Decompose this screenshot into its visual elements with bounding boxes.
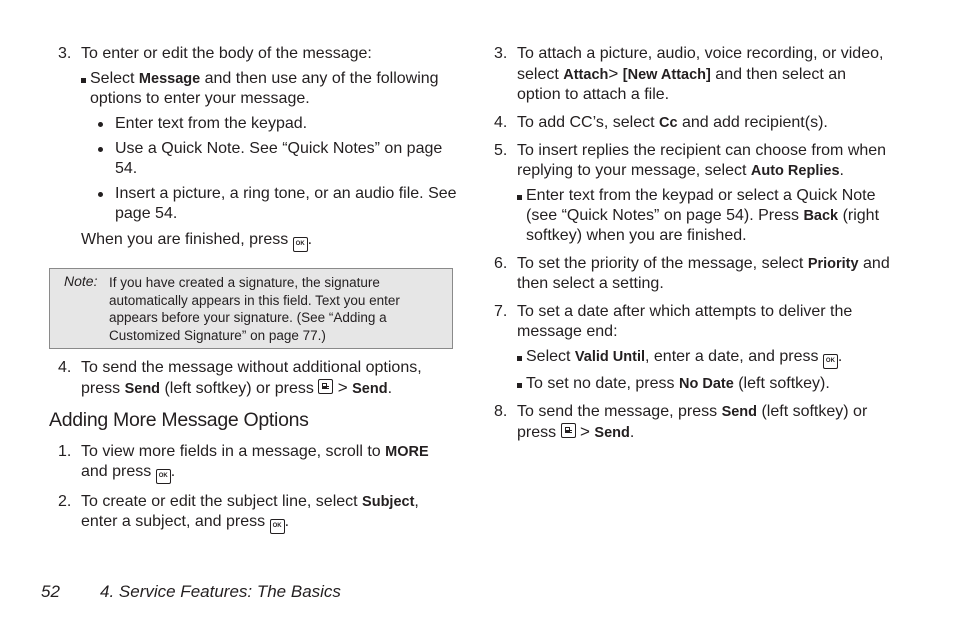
finish-line: When you are finished, press OK . bbox=[81, 230, 458, 252]
step-6-priority: 6. To set the priority of the message, select Priority and then select a setting. bbox=[494, 255, 890, 292]
step-4-send: 4. To send the message without additional options, press Send (left softkey) or press > Send. bbox=[58, 359, 422, 397]
menu-term-send: Send bbox=[352, 381, 388, 397]
step-number: 3. bbox=[58, 45, 72, 62]
step-number: 2. bbox=[58, 493, 72, 510]
step-7-valid-until: 7. To set a date after which attempts to deliver the message end: Select Valid Until, enter a date, and press OK . To set no date, press No Date (left softkey). bbox=[494, 302, 894, 394]
menu-term-new-attach: [New Attach] bbox=[622, 67, 711, 83]
step-8-send: 8. To send the message, press Send (left softkey) or press > Send. bbox=[494, 403, 868, 441]
step-5-auto-replies: 5. To insert replies the recipient can choose from when replying to your message, select Auto Replies. Enter text from the keypad or select a Quick Note (see “Quick Notes” on page 54). Press Back (right softkey) when you are finished. bbox=[494, 141, 894, 246]
step-number: 4. bbox=[494, 114, 508, 131]
right-column bbox=[494, 44, 894, 451]
chevron-right-icon: > bbox=[608, 64, 619, 83]
menu-key-icon bbox=[318, 379, 333, 394]
section-heading: Adding More Message Options bbox=[49, 409, 309, 431]
round-bullet: Enter text from the keypad. bbox=[97, 114, 458, 134]
menu-term-auto-replies: Auto Replies bbox=[750, 163, 840, 179]
left-column-options bbox=[58, 442, 458, 542]
left-column bbox=[58, 44, 458, 260]
step-number: 6. bbox=[494, 255, 508, 272]
ok-key-icon: OK bbox=[156, 469, 171, 484]
menu-term-send: Send bbox=[124, 381, 161, 397]
ok-key-icon: OK bbox=[293, 237, 308, 252]
menu-term-subject: Subject bbox=[362, 494, 415, 510]
round-bullet: Use a Quick Note. See “Quick Notes” on page 54. bbox=[97, 139, 458, 179]
menu-term-back: Back bbox=[803, 208, 839, 224]
option-step-2: 2. To create or edit the subject line, select Subject, enter a subject, and press OK . bbox=[58, 492, 458, 534]
step-number: 8. bbox=[494, 403, 508, 420]
step-text: To enter or edit the body of the message: bbox=[81, 45, 372, 62]
menu-term-attach: Attach bbox=[563, 67, 609, 83]
square-bullet: To set no date, press No Date (left softkey). bbox=[517, 374, 894, 394]
ok-key-icon: OK bbox=[823, 354, 838, 369]
menu-term-no-date: No Date bbox=[678, 376, 734, 392]
option-step-1: 1. To view more fields in a message, scroll to MORE and press OK . bbox=[58, 442, 458, 484]
round-bullet: Insert a picture, a ring tone, or an audio file. See page 54. bbox=[97, 184, 458, 224]
page-number: 52 bbox=[41, 582, 60, 601]
left-column-lower bbox=[58, 358, 458, 407]
step-number: 7. bbox=[494, 303, 508, 320]
square-bullet: Select Valid Until, enter a date, and press OK . bbox=[517, 347, 894, 369]
section-title: 4. Service Features: The Basics bbox=[100, 582, 341, 601]
chevron-right-icon: > bbox=[337, 378, 348, 397]
note-box bbox=[49, 268, 453, 349]
note-label: Note: bbox=[64, 273, 98, 289]
step-3-body bbox=[58, 44, 458, 252]
step-4-cc: 4. To add CC’s, select Cc and add recipient(s). bbox=[494, 114, 828, 131]
chevron-right-icon: > bbox=[580, 422, 590, 441]
menu-term-cc: Cc bbox=[659, 115, 678, 131]
step-number: 4. bbox=[58, 359, 72, 376]
step-number: 1. bbox=[58, 443, 72, 460]
step-number: 5. bbox=[494, 142, 508, 159]
menu-term-message: Message bbox=[138, 71, 201, 87]
menu-key-icon bbox=[561, 423, 576, 438]
step-number: 3. bbox=[494, 45, 508, 62]
note-text: If you have created a signature, the signature automatically appears in this field. Text you enter appears before your signature. (See “Adding a Customized Signature” on page 77.) bbox=[109, 275, 400, 343]
ok-key-icon: OK bbox=[270, 519, 285, 534]
menu-term-send: Send bbox=[594, 425, 630, 441]
square-bullet: Select Message and then use any of the following options to enter your message. bbox=[81, 69, 458, 109]
menu-term-valid-until: Valid Until bbox=[574, 349, 646, 365]
square-bullet: Enter text from the keypad or select a Quick Note (see “Quick Notes” on page 54). Press Back (right softkey) when you are finished. bbox=[517, 186, 894, 246]
menu-term-priority: Priority bbox=[807, 256, 859, 272]
step-3-attach: 3. To attach a picture, audio, voice recording, or video, select Attach> [New Attach] and then select an option to attach a file. bbox=[494, 45, 884, 103]
menu-term-send: Send bbox=[721, 404, 758, 420]
menu-term-more: MORE bbox=[385, 444, 429, 460]
